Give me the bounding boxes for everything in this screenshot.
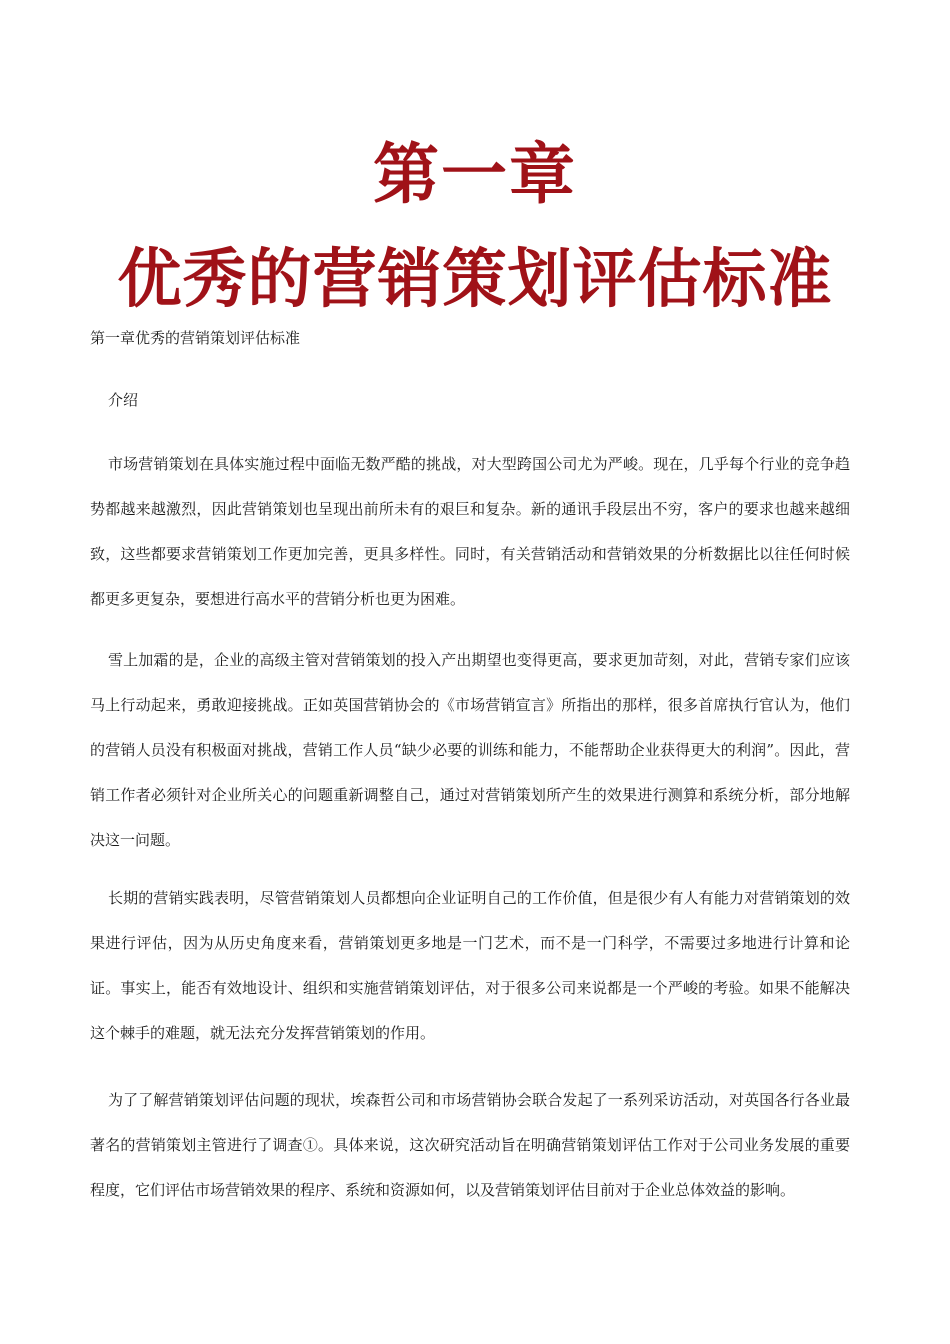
paragraph-1: 市场营销策划在具体实施过程中面临无数严酷的挑战，对大型跨国公司尤为严峻。现在，几乎每个行业的竞争趋势都越来越激烈，因此营销策划也呈现出前所未有的艰巨和复杂。新的通讯手段层出不穷，客户的要求也越来越细致，这些都要求营销策划工作更加完善，更具多样性。同时，有关营销活动和营销效果的分析数据比以往任何时候都更多更复杂，要想进行高水平的营销分析也更为困难。 xyxy=(90,455,850,608)
paragraph-4: 为了了解营销策划评估问题的现状，埃森哲公司和市场营销协会联合发起了一系列采访活动，对英国各行各业最著名的营销策划主管进行了调查①。具体来说，这次研究活动旨在明确营销策划评估工作对于公司业务发展的重要程度，它们评估市场营销效果的程序、系统和资源如何，以及营销策划评估目前对于企业总体效益的影响。 xyxy=(90,1091,850,1199)
chapter-number: 第一章 xyxy=(373,136,577,213)
section-heading-intro: 介绍 xyxy=(108,391,139,409)
paragraph-2: 雪上加霜的是，企业的高级主管对营销策划的投入产出期望也变得更高，要求更加苛刻，对此，营销专家们应该马上行动起来，勇敢迎接挑战。正如英国营销协会的《市场营销宣言》所指出的那样，很多首席执行官认为，他们的营销人员没有积极面对挑战，营销工作人员“缺少必要的训练和能力，不能帮助企业获得更大的利润”。因此，营销工作者必须针对企业所关心的问题重新调整自己，通过对营销策划所产生的效果进行测算和系统分析，部分地解决这一问题。 xyxy=(90,651,850,849)
paragraph-3: 长期的营销实践表明，尽管营销策划人员都想向企业证明自己的工作价值，但是很少有人有能力对营销策划的效果进行评估，因为从历史角度来看，营销策划更多地是一门艺术，而不是一门科学，不需要过多地进行计算和论证。事实上，能否有效地设计、组织和实施营销策划评估，对于很多公司来说都是一个严峻的考验。如果不能解决这个棘手的难题，就无法充分发挥营销策划的作用。 xyxy=(90,889,850,1042)
running-head: 第一章优秀的营销策划评估标准 xyxy=(90,329,301,347)
chapter-title: 优秀的营销策划评估标准 xyxy=(117,243,833,317)
